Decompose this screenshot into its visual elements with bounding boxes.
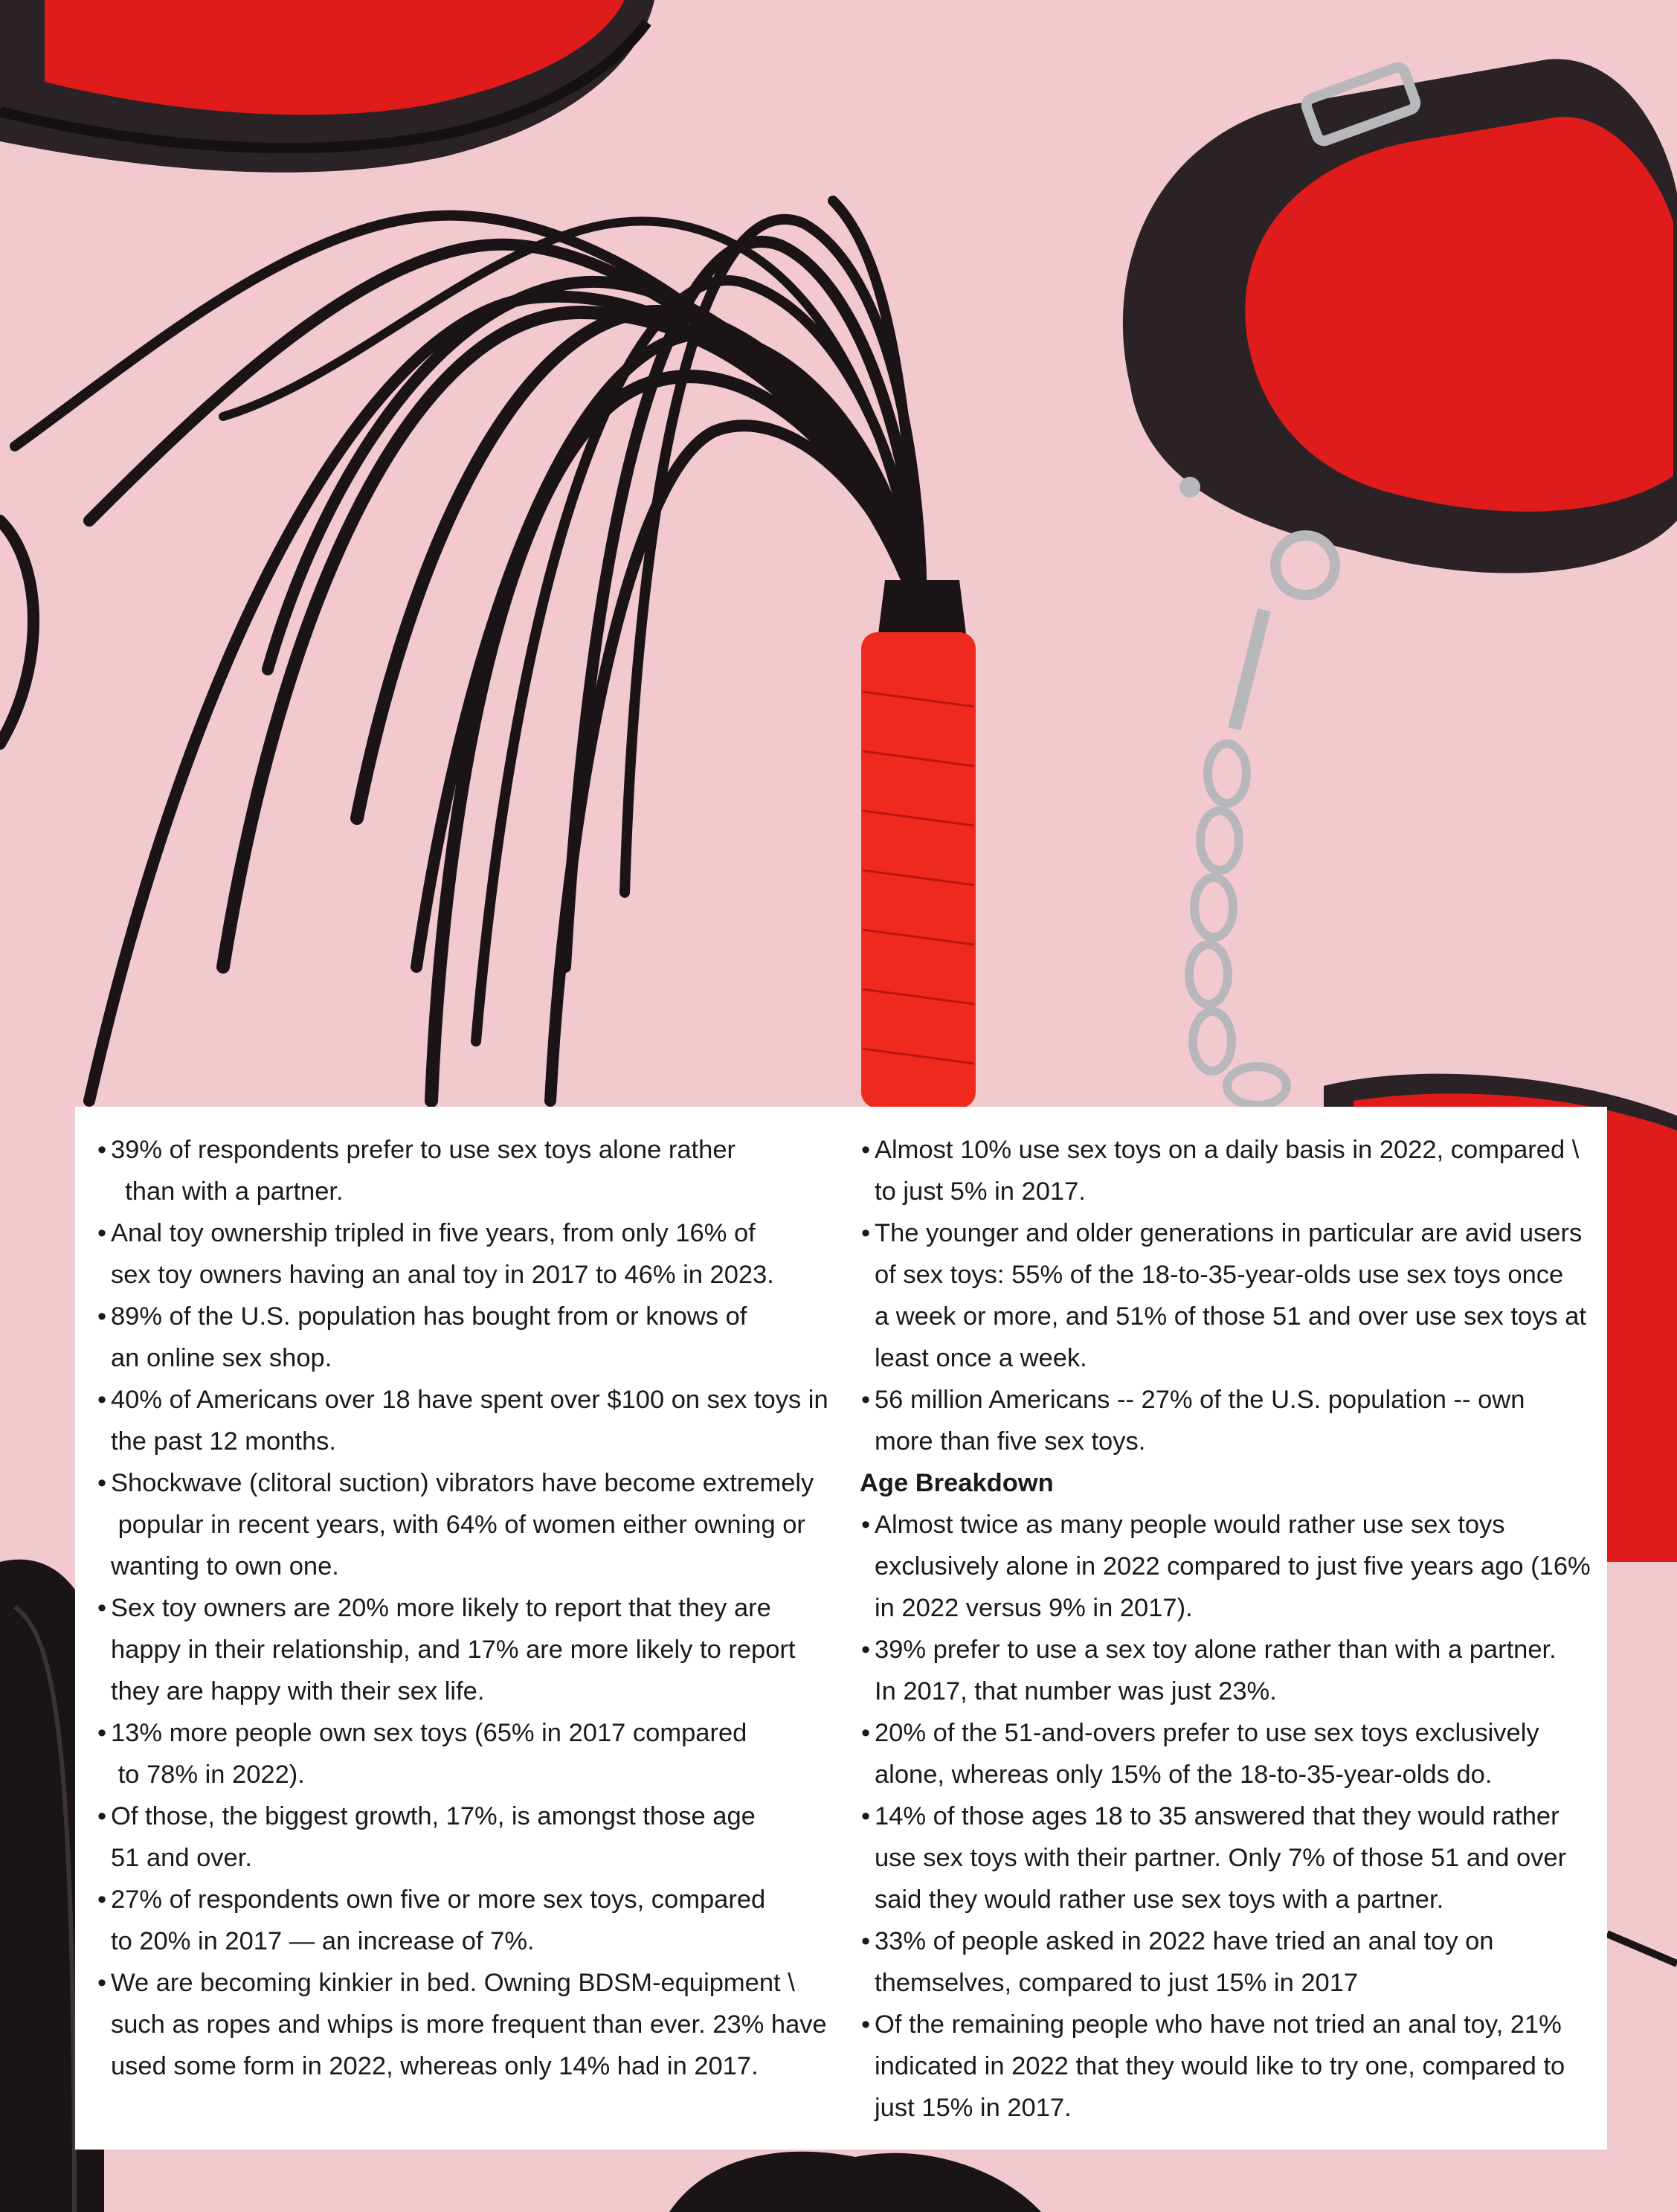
bullet-line: 33% of people asked in 2022 have tried an anal toy on <box>875 1927 1494 1955</box>
bullet-line: just 15% in 2017. <box>875 2094 1072 2122</box>
bullet-item <box>96 1129 810 1212</box>
bullet-line: to just 5% in 2017. <box>875 1177 1086 1206</box>
bullet-line: they are happy with their sex life. <box>111 1677 485 1705</box>
bullet-line: The younger and older generations in particular are avid users <box>875 1219 1583 1247</box>
bullet-item <box>96 1462 814 1587</box>
bullet-item <box>860 1129 1603 1212</box>
bullet-marker: • <box>97 1219 107 1247</box>
right-column-top <box>860 1129 1603 1462</box>
bullet-item <box>860 1379 1603 1462</box>
bullet-line: an online sex shop. <box>111 1344 332 1372</box>
bullet-marker: • <box>861 2010 871 2039</box>
bullet-line: 13% more people own sex toys (65% in 2017 compared <box>111 1719 747 1747</box>
bullet-marker: • <box>861 1219 871 1247</box>
bullet-line: 89% of the U.S. population has bought from or knows of <box>111 1302 747 1331</box>
bullet-marker: • <box>97 1136 107 1164</box>
left-column <box>96 1129 828 2087</box>
bullet-item <box>860 1504 1603 1629</box>
bullet-marker: • <box>861 1136 871 1164</box>
bullet-line: Almost 10% use sex toys on a daily basis in 2022, compared \ <box>875 1136 1580 1164</box>
bullet-item <box>96 1379 828 1462</box>
bullet-line: 56 million Americans -- 27% of the U.S. population -- own <box>875 1386 1525 1414</box>
bullet-marker: • <box>97 1469 107 1497</box>
bullet-item <box>96 1212 810 1296</box>
bullet-line: 14% of those ages 18 to 35 answered that they would rather <box>875 1802 1559 1830</box>
bullet-line: used some form in 2022, whereas only 14% had in 2017. <box>111 2052 759 2080</box>
bullet-line: indicated in 2022 that they would like to try one, compared to <box>875 2052 1565 2080</box>
bullet-line: happy in their relationship, and 17% are more likely to report <box>111 1636 796 1664</box>
stats-text-panel <box>75 1107 1607 2150</box>
bullet-line: wanting to own one. <box>111 1552 339 1581</box>
bullet-line: themselves, compared to just 15% in 2017 <box>875 1969 1359 1997</box>
flogger-handle-image <box>861 580 976 1108</box>
bullet-marker: • <box>97 1386 107 1414</box>
right-column-bottom <box>860 1504 1603 2129</box>
bullet-marker: • <box>97 1719 107 1747</box>
right-column <box>860 1129 1603 2129</box>
bullet-marker: • <box>97 1802 107 1830</box>
bullet-line: We are becoming kinkier in bed. Owning BDSM-equipment \ <box>111 1969 795 1997</box>
bullet-marker: • <box>97 1302 107 1331</box>
age-breakdown-heading: Age Breakdown <box>860 1469 1054 1497</box>
bullet-line: such as ropes and whips is more frequent than ever. 23% have <box>111 2010 827 2039</box>
bullet-line: a week or more, and 51% of those 51 and over use sex toys at <box>875 1302 1586 1331</box>
bullet-line: 27% of respondents own five or more sex toys, compared <box>111 1885 766 1914</box>
bullet-line: In 2017, that number was just 23%. <box>875 1677 1277 1705</box>
bullet-line: 40% of Americans over 18 have spent over $100 on sex toys in <box>111 1386 828 1414</box>
bullet-line: the past 12 months. <box>111 1427 337 1456</box>
bullet-line: 51 and over. <box>111 1844 252 1872</box>
bullet-marker: • <box>861 1386 871 1414</box>
bullet-line: 20% of the 51-and-overs prefer to use sex toys exclusively <box>875 1719 1539 1747</box>
bullet-marker: • <box>861 1511 871 1539</box>
bullet-item <box>96 1962 827 2087</box>
bullet-line: use sex toys with their partner. Only 7% of those 51 and over <box>875 1844 1567 1872</box>
bullet-marker: • <box>861 1719 871 1747</box>
bullet-marker: • <box>861 1927 871 1955</box>
bullet-line: to 78% in 2022). <box>111 1761 305 1789</box>
bullet-marker: • <box>97 1885 107 1914</box>
bullet-line: sex toy owners having an anal toy in 2017 to 46% in 2023. <box>111 1261 774 1289</box>
bullet-line: Almost twice as many people would rather use sex toys <box>875 1511 1505 1539</box>
bullet-line: Of the remaining people who have not tried an anal toy, 21% <box>875 2010 1562 2039</box>
bullet-item <box>860 1712 1603 1795</box>
bullet-item <box>96 1587 810 1712</box>
bullet-line: Sex toy owners are 20% more likely to report that they are <box>111 1594 771 1622</box>
bullet-item <box>860 1629 1603 1712</box>
bullet-line: 39% prefer to use a sex toy alone rather than with a partner. <box>875 1636 1557 1664</box>
bullet-item <box>860 1920 1603 2004</box>
bullet-line: in 2022 versus 9% in 2017). <box>875 1594 1193 1622</box>
bullet-item <box>96 1296 810 1379</box>
bullet-line: Anal toy ownership tripled in five years, from only 16% of <box>111 1219 756 1247</box>
bullet-item <box>860 2004 1603 2129</box>
bullet-item <box>96 1712 810 1795</box>
bullet-line: Shockwave (clitoral suction) vibrators have become extremely <box>111 1469 814 1497</box>
bullet-line: to 20% in 2017 — an increase of 7%. <box>111 1927 535 1955</box>
bullet-line: more than five sex toys. <box>875 1427 1146 1456</box>
bullet-line: alone, whereas only 15% of the 18-to-35-year-olds do. <box>875 1761 1493 1789</box>
bullet-marker: • <box>861 1802 871 1830</box>
bullet-line: than with a partner. <box>111 1177 344 1206</box>
bullet-line: said they would rather use sex toys with a partner. <box>875 1885 1444 1914</box>
bullet-item <box>860 1795 1603 1920</box>
bullet-line: of sex toys: 55% of the 18-to-35-year-olds use sex toys once <box>875 1261 1564 1289</box>
bullet-marker: • <box>97 1969 107 1997</box>
bullet-line: 39% of respondents prefer to use sex toys alone rather <box>111 1136 736 1164</box>
bullet-item <box>96 1879 810 1962</box>
bullet-marker: • <box>97 1594 107 1622</box>
bullet-line: least once a week. <box>875 1344 1087 1372</box>
bullet-line: popular in recent years, with 64% of women either owning or <box>111 1511 805 1539</box>
bullet-item <box>96 1795 810 1879</box>
bullet-line: exclusively alone in 2022 compared to just five years ago (16% <box>875 1552 1591 1581</box>
bullet-line: Of those, the biggest growth, 17%, is amongst those age <box>111 1802 756 1830</box>
bullet-marker: • <box>861 1636 871 1664</box>
bullet-item <box>860 1212 1603 1379</box>
